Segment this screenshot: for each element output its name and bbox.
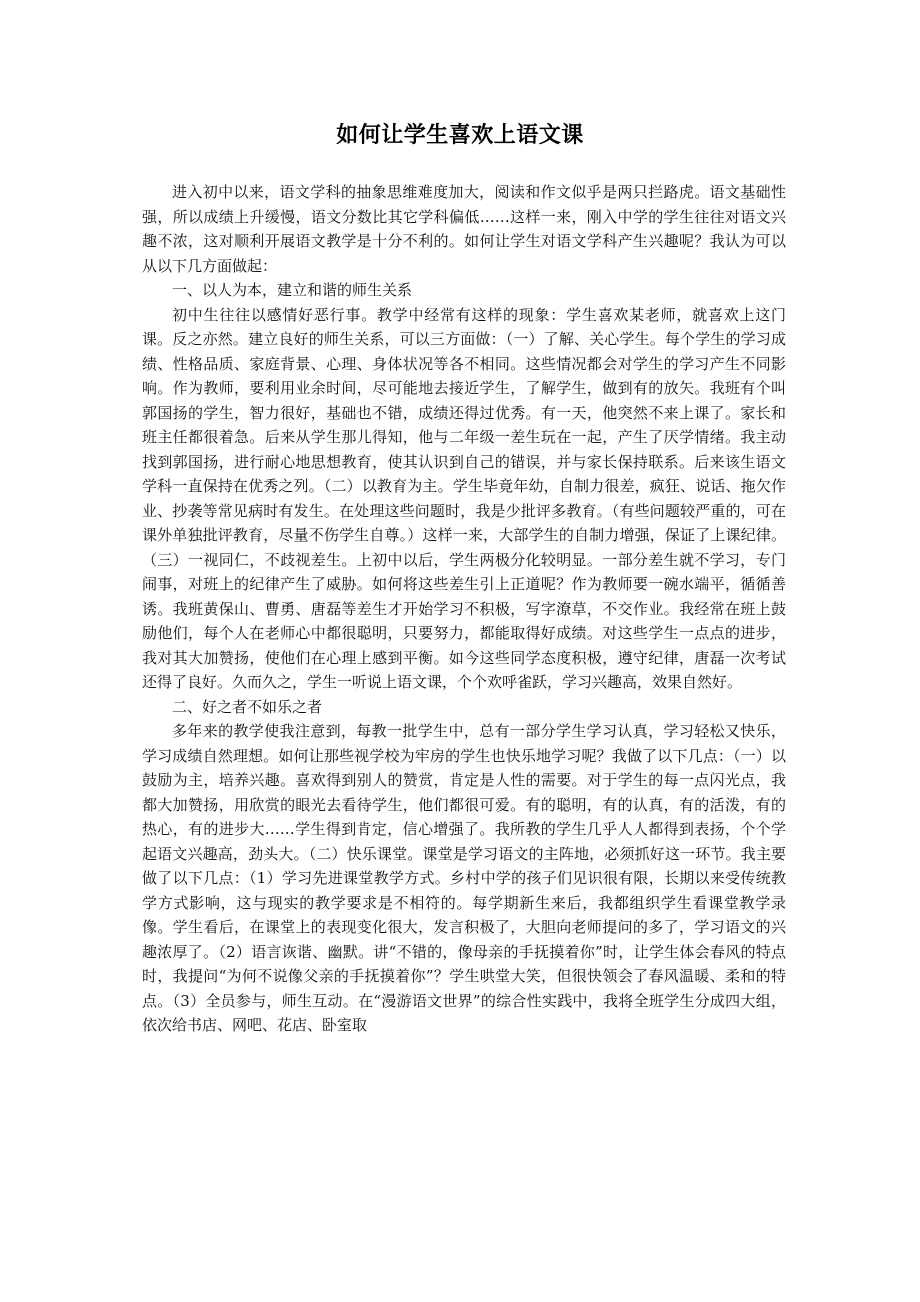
section-heading-2: 二、好之者不如乐之者 (172, 697, 323, 716)
document-title: 如何让学生喜欢上语文课 (336, 122, 584, 148)
section-2-paragraph: 多年来的教学使我注意到，每教一批学生中，总有一部分学生学习认真，学习轻松又快乐，学习成绩自然理想。如何让那些视学校为牢房的学生也快乐地学习呢？我做了以下几点：（一）以鼓励为主，培养兴趣。喜欢得到别人的赞赏，肯定是人性的需要。对于学生的每一点闪光点，我都大加赞扬，用欣赏的眼光去看待学生，他们都很可爱。有的聪明，有的认真，有的活泼，有的热心，有的进步大……学生得到肯定，信心增强了。我所教的学生几乎人人都得到表扬，个个学起语文兴趣高，劲头大。（二）快乐课堂。课堂是学习语文的主阵地，必须抓好这一环节。我主要做了以下几点：（1）学习先进课堂教学方式。乡村中学的孩子们见识很有限，长期以来受传统教学方式影响，这与现实的教学要求是不相符的。每学期新生来后，我都组织学生看课堂教学录像。学生看后，在课堂上的表现变化很大，发言积极了，大胆向老师提问的多了，学习语文的兴趣浓厚了。（2）语言诙谐、幽默。讲“不错的，像母亲的手抚摸着你”时，让学生体会春风的特点时，我提问“为何不说像父亲的手抚摸着你”？学生哄堂大笑，但很快领会了春风温暖、柔和的特点。（3）全员参与，师生互动。在“漫游语文世界”的综合性实践中，我将全班学生分成四大组，依次给书店、网吧、花店、卧室取 (142, 722, 786, 1034)
document-body (142, 180, 786, 1038)
section-1-paragraph: 初中生往往以感情好恶行事。教学中经常有这样的现象：学生喜欢某老师，就喜欢上这门课。反之亦然。建立良好的师生关系，可以三方面做：（一）了解、关心学生。每个学生的学习成绩、性格品质、家庭背景、心理、身体状况等各不相同。这些情况都会对学生的学习产生不同影响。作为教师，要利用业余时间，尽可能地去接近学生，了解学生，做到有的放矢。我班有个叫郭国扬的学生，智力很好，基础也不错，成绩还得过优秀。有一天，他突然不来上课了。家长和班主任都很着急。后来从学生那儿得知，他与二年级一差生玩在一起，产生了厌学情绪。我主动找到郭国扬，进行耐心地思想教育，使其认识到自己的错误，并与家长保持联系。后来该生语文学科一直保持在优秀之列。（二）以教育为主。学生毕竟年幼，自制力很差，疯狂、说话、拖欠作业、抄袭等常见病时有发生。在处理这些问题时，我是少批评多教育。（有些问题较严重的，可在课外单独批评教育，尽量不伤学生自尊。）这样一来，大部学生的自制力增强，保证了上课纪律。（三）一视同仁，不歧视差生。上初中以后，学生两极分化较明显。一部分差生就不学习，专门闹事，对班上的纪律产生了威胁。如何将这些差生引上正道呢？作为教师要一碗水端平，循循善诱。我班黄保山、曹勇、唐磊等差生才开始学习不积极，写字潦草，不交作业。我经常在班上鼓励他们，每个人在老师心中都很聪明，只要努力，都能取得好成绩。对这些学生一点点的进步，我对其大加赞扬，使他们在心理上感到平衡。如今这些同学态度积极，遵守纪律，唐磊一次考试还得了良好。久而久之，学生一听说上语文课，个个欢呼雀跃，学习兴趣高，效果自然好。 (142, 305, 786, 691)
intro-paragraph: 进入初中以来，语文学科的抽象思维难度加大，阅读和作文似乎是两只拦路虎。语文基础性强，所以成绩上升缓慢，语文分数比其它学科偏低……这样一来，刚入中学的学生往往对语文兴趣不浓，这对顺利开展语文教学是十分不利的。如何让学生对语文学科产生兴趣呢？我认为可以从以下几方面做起： (142, 183, 786, 275)
section-heading-1: 一、以人为本，建立和谐的师生关系 (172, 281, 413, 299)
